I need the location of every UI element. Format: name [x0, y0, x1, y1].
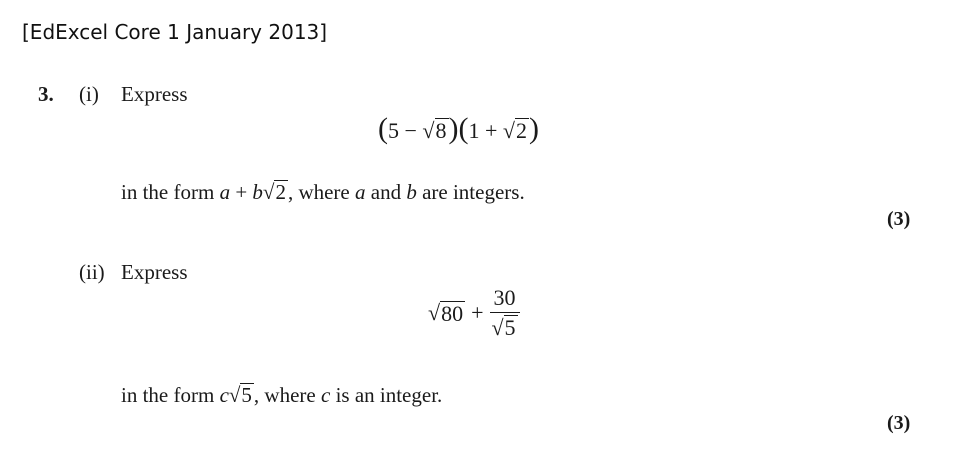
numerator: 30: [490, 285, 520, 313]
radicand-eighty: 80: [441, 300, 464, 326]
part-i-form-text: [121, 180, 525, 205]
part-ii-instruction: Express: [121, 260, 188, 284]
part-i-label: (i): [79, 82, 99, 106]
var-b: b: [252, 180, 263, 204]
right-paren: ): [529, 112, 539, 145]
denominator: [491, 313, 517, 341]
left-paren: (: [378, 112, 388, 145]
part-ii-expression: [428, 285, 520, 341]
sqrt-sign: √: [262, 180, 275, 204]
term-one: 1: [468, 118, 480, 143]
sqrt-sign: √: [228, 383, 241, 407]
radicand: 2: [275, 180, 286, 204]
source-heading: [EdExcel Core 1 January 2013]: [22, 20, 328, 44]
var-a: a: [355, 180, 366, 204]
part-i-marks: (3): [887, 208, 911, 230]
form-suffix: , where: [253, 383, 316, 407]
form-prefix: in the form: [121, 383, 215, 407]
radicand-eight: 8: [435, 118, 447, 143]
plus-sign: +: [471, 300, 484, 325]
form-suffix: , where: [287, 180, 350, 204]
var-a: a: [219, 180, 231, 204]
sqrt-sign: √: [422, 118, 435, 143]
plus-sign: +: [485, 118, 498, 143]
and-word: and: [370, 180, 402, 204]
left-paren: (: [458, 112, 469, 145]
plus-sign: +: [235, 180, 248, 204]
sqrt-sign: √: [491, 315, 504, 340]
right-paren: ): [448, 112, 459, 145]
part-i-expression: [378, 114, 539, 144]
part-ii-label: (ii): [79, 260, 105, 284]
integer-text: is an integer.: [335, 383, 443, 407]
var-c: c: [320, 383, 331, 407]
radicand: 5: [241, 383, 252, 407]
radicand-two: 2: [516, 118, 527, 143]
part-ii-marks: (3): [887, 412, 911, 434]
part-ii-form-text: [121, 383, 442, 408]
minus-sign: −: [404, 118, 417, 143]
var-b: b: [406, 180, 417, 204]
var-c: c: [219, 383, 229, 407]
fraction: [490, 285, 520, 341]
integers-text: are integers.: [422, 180, 525, 204]
part-i-instruction: Express: [121, 82, 188, 106]
radicand-five: 5: [504, 315, 516, 340]
form-prefix: in the form: [121, 180, 215, 204]
sqrt-sign: √: [502, 118, 515, 143]
question-number: 3.: [38, 82, 54, 106]
term-five: 5: [388, 118, 399, 143]
sqrt-sign: √: [428, 300, 441, 325]
